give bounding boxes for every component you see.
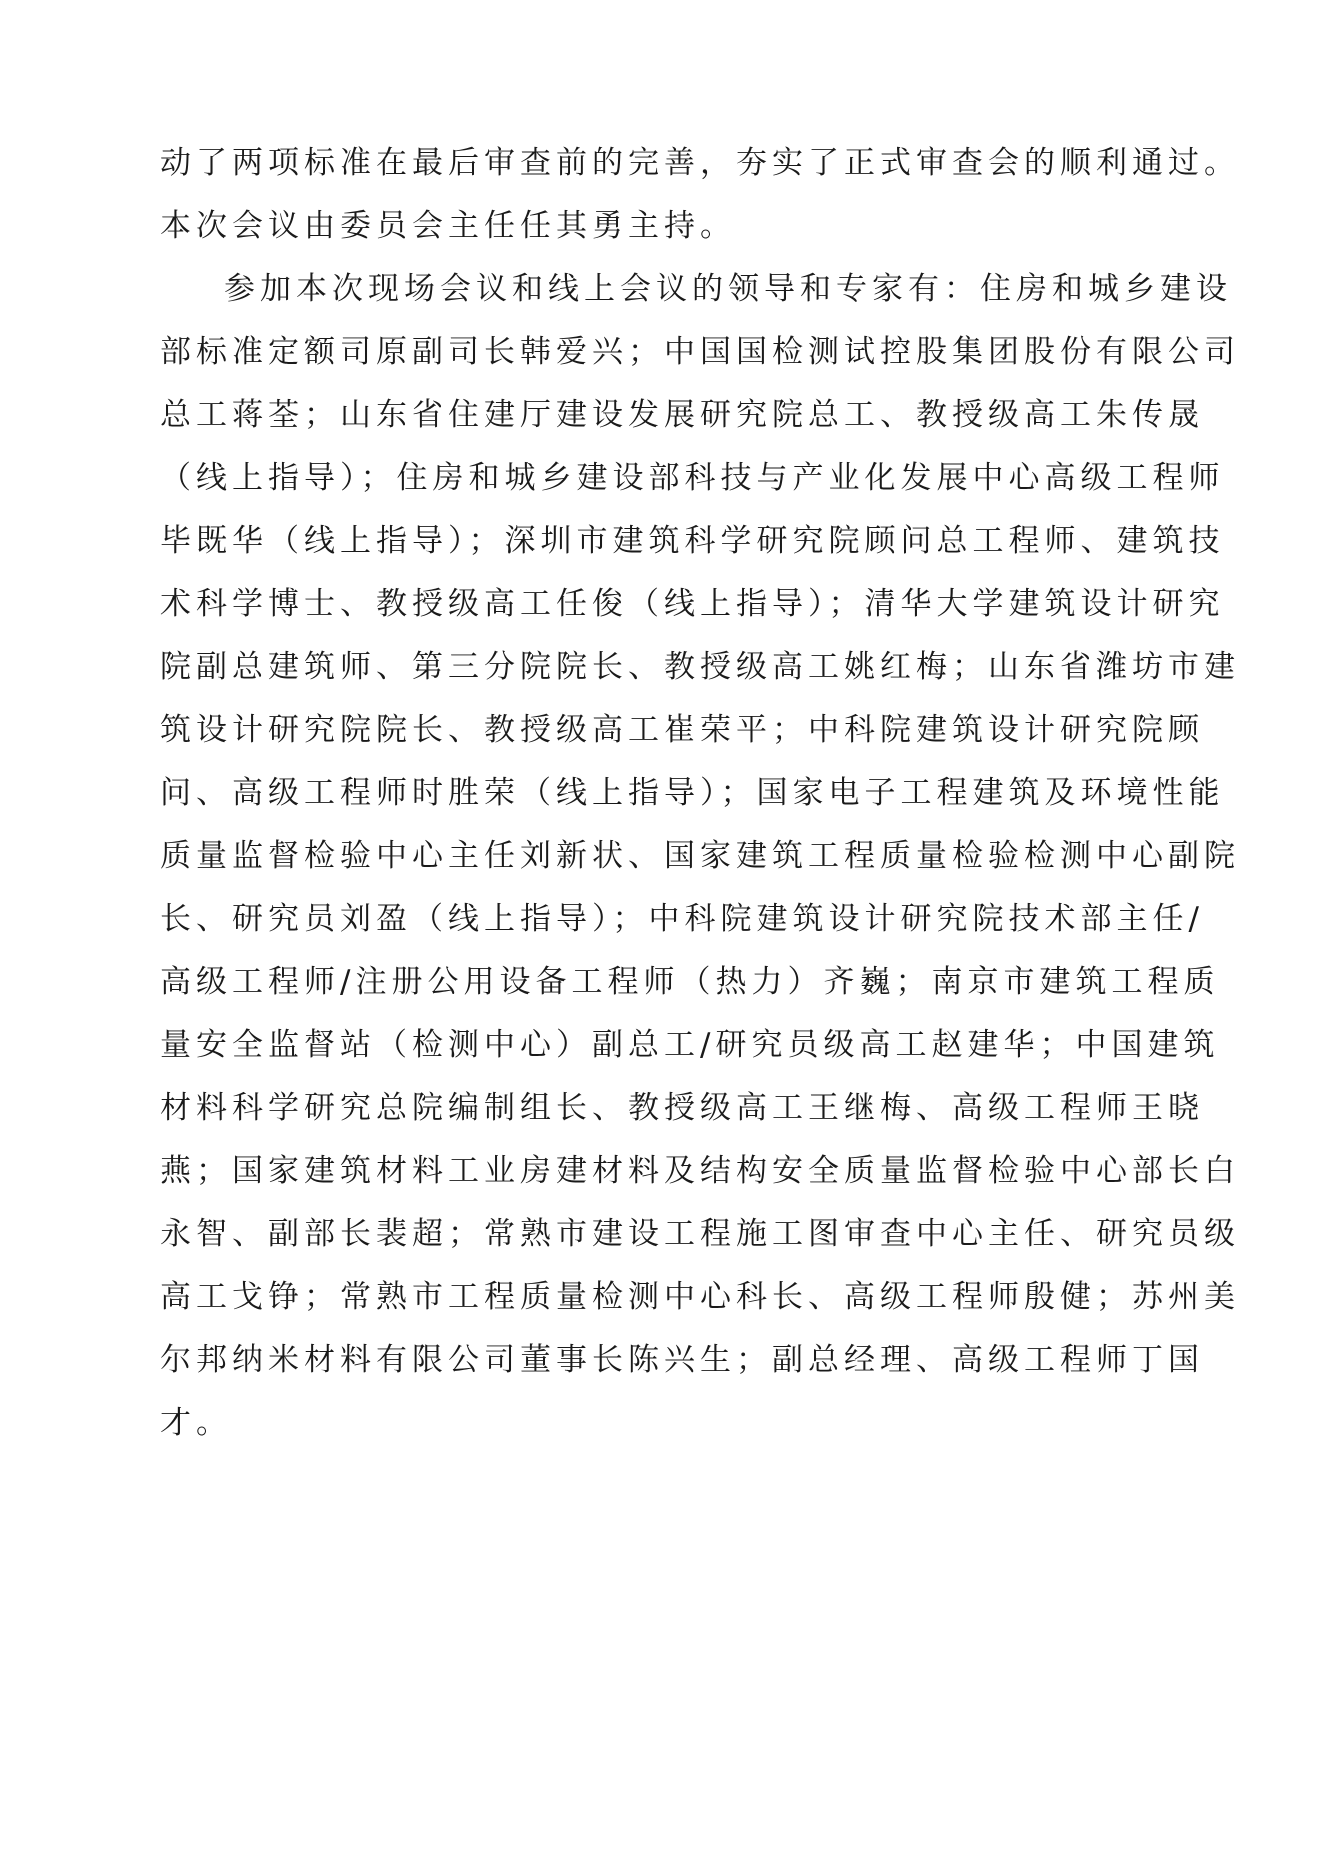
document-body	[160, 132, 1240, 1455]
text-line: 才。	[160, 1405, 232, 1441]
text-line: 永智、副部长裴超；常熟市建设工程施工图审查中心主任、研究员级	[160, 1216, 1240, 1252]
text-line: 本次会议由委员会主任任其勇主持。	[160, 208, 736, 244]
text-line: 量安全监督站（检测中心）副总工/研究员级高工赵建华；中国建筑	[160, 1027, 1220, 1063]
text-line: 问、高级工程师时胜荣（线上指导）；国家电子工程建筑及环境性能	[160, 775, 1225, 811]
text-line: 高级工程师/注册公用设备工程师（热力）齐巍；南京市建筑工程质	[160, 964, 1220, 1000]
text-line: 参加本次现场会议和线上会议的领导和专家有：住房和城乡建设	[224, 271, 1232, 307]
text-line: 院副总建筑师、第三分院院长、教授级高工姚红梅；山东省潍坊市建	[160, 649, 1240, 685]
text-line: 毕既华（线上指导）；深圳市建筑科学研究院顾问总工程师、建筑技	[160, 523, 1225, 559]
text-line: 总工蒋荃；山东省住建厅建设发展研究院总工、教授级高工朱传晟	[160, 397, 1204, 433]
text-line: 长、研究员刘盈（线上指导）；中科院建筑设计研究院技术部主任/	[160, 901, 1204, 937]
text-line: 筑设计研究院院长、教授级高工崔荣平；中科院建筑设计研究院顾	[160, 712, 1204, 748]
text-line: 质量监督检验中心主任刘新状、国家建筑工程质量检验检测中心副院	[160, 838, 1240, 874]
text-line: 部标准定额司原副司长韩爱兴；中国国检测试控股集团股份有限公司	[160, 334, 1240, 370]
text-line: 燕；国家建筑材料工业房建材料及结构安全质量监督检验中心部长白	[160, 1153, 1240, 1189]
text-line: 高工戈铮；常熟市工程质量检测中心科长、高级工程师殷健；苏州美	[160, 1279, 1240, 1315]
text-line: 尔邦纳米材料有限公司董事长陈兴生；副总经理、高级工程师丁国	[160, 1342, 1204, 1378]
text-line: 材料科学研究总院编制组长、教授级高工王继梅、高级工程师王晓	[160, 1090, 1204, 1126]
text-line: （线上指导）；住房和城乡建设部科技与产业化发展中心高级工程师	[160, 460, 1225, 496]
text-line: 动了两项标准在最后审查前的完善，夯实了正式审查会的顺利通过。	[160, 145, 1240, 181]
text-line: 术科学博士、教授级高工任俊（线上指导）；清华大学建筑设计研究	[160, 586, 1225, 622]
